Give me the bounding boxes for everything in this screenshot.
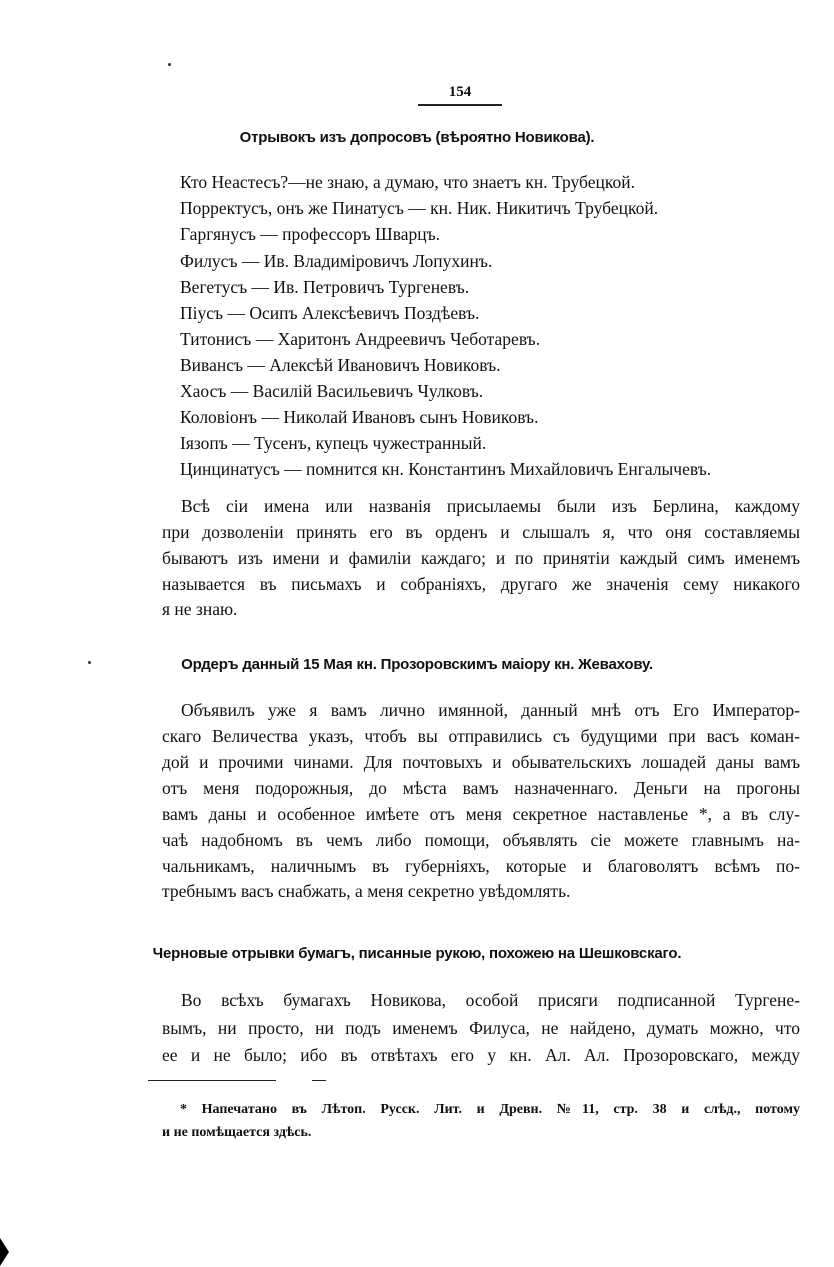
section-heading: Ордеръ данный 15 Мая кн. Прозоровскимъ маiору кн. Жевахову. [181,656,653,673]
page-number: 154 [448,84,472,100]
paragraph-line: вамъ даны и особенное имѣете отъ меня секретное наставленье *, а въ слу- [162,804,800,824]
list-item: Iязопъ — Тусенъ, купецъ чужестранный. [180,433,487,453]
list-item: Вегетусъ — Ив. Петровичъ Тургеневъ. [180,277,470,297]
paragraph-line: скаго Величества указъ, чтобъ вы отправились съ будущими при васъ коман- [162,726,800,746]
list-item: Хаосъ — Василiй Васильевичъ Чулковъ. [180,381,484,401]
scan-corner-mark [0,1238,9,1266]
list-item: Пiусъ — Осипъ Алексѣевичъ Поздѣевъ. [180,303,480,323]
paragraph-line: отъ меня подорожныя, до мѣста вамъ назначеннаго. Деньги на прогоны [162,778,800,798]
list-item: Порректусъ, онъ же Пинатусъ — кн. Ник. Никитичъ Трубецкой. [180,198,659,218]
paragraph-line: вымъ, ни просто, ни подъ именемъ Филуса, не найдено, думать можно, что [162,1018,800,1038]
list-item: Кто Неастесъ?—не знаю, а думаю, что знаетъ кн. Трубецкой. [180,172,635,192]
paragraph-line: чаѣ надобномъ въ чемъ либо помощи, объявлять сiе можете главнымъ на- [162,830,800,850]
paragraph-line: Во всѣхъ бумагахъ Новикова, особой присяги подписанной Тургене- [181,990,800,1010]
paragraph-line: ее и не было; ибо въ отвѣтахъ его у кн. Ал. Ал. Прозоровскаго, между [162,1045,800,1065]
paragraph-line: при дозволенiи принять его въ орденъ и слышалъ я, что оня составляемы [162,522,800,542]
section-heading: Отрывокъ изъ допросовъ (вѣроятно Новикова). [239,129,595,146]
paragraph-line: требнымъ васъ снабжать, а меня секретно увѣдомлять. [162,881,571,901]
footnote-rule [148,1080,276,1081]
list-item: Титонисъ — Харитонъ Андреевичъ Чеботаревъ. [180,329,541,349]
list-item: Цинцинатусъ — помнится кн. Константинъ Михайловичъ Енгалычевъ. [180,459,712,479]
paragraph-line: бываютъ изъ имени и фамилiи каждаго; и по принятiи каждый симъ именемъ [162,548,800,568]
paragraph-line: дой и прочими чинами. Для почтовыхъ и обывательскихъ лошадей даны вамъ [162,752,800,772]
paragraph-line: я не знаю. [162,599,238,619]
paragraph-line: Всѣ сiи имена или названiя присылаемы были изъ Берлина, каждому [181,496,800,516]
paragraph-line: Объявилъ уже я вамъ лично имянной, данный мнѣ отъ Его Император- [181,700,800,720]
footnote-rule [312,1080,326,1081]
footnote-line: и не помѣщается здѣсь. [162,1125,312,1140]
footnote-line: * Напечатано въ Лѣтоп. Русск. Лит. и Древн. №11, стр. 38 и слѣд., потому [180,1102,800,1117]
paragraph-line: называется въ письмахъ и собранiяхъ, другаго же значенiя сему никакого [162,574,800,594]
list-item: Вивансъ — Алексѣй Ивановичъ Новиковъ. [180,355,501,375]
page-number-rule [418,104,502,106]
scan-speck [168,63,171,66]
paragraph-line: чальникамъ, наличнымъ въ губернiяхъ, которые и благоволятъ всѣмъ по- [162,856,800,876]
list-item: Гаргянусъ — профессоръ Шварцъ. [180,224,441,244]
list-item: Филусъ — Ив. Владимiровичъ Лопухинъ. [180,251,493,271]
section-heading: Черновые отрывки бумагъ, писанные рукою, похожею на Шешковскаго. [152,945,682,962]
list-item: Коловiонъ — Николай Ивановъ сынъ Новиковъ. [180,407,539,427]
